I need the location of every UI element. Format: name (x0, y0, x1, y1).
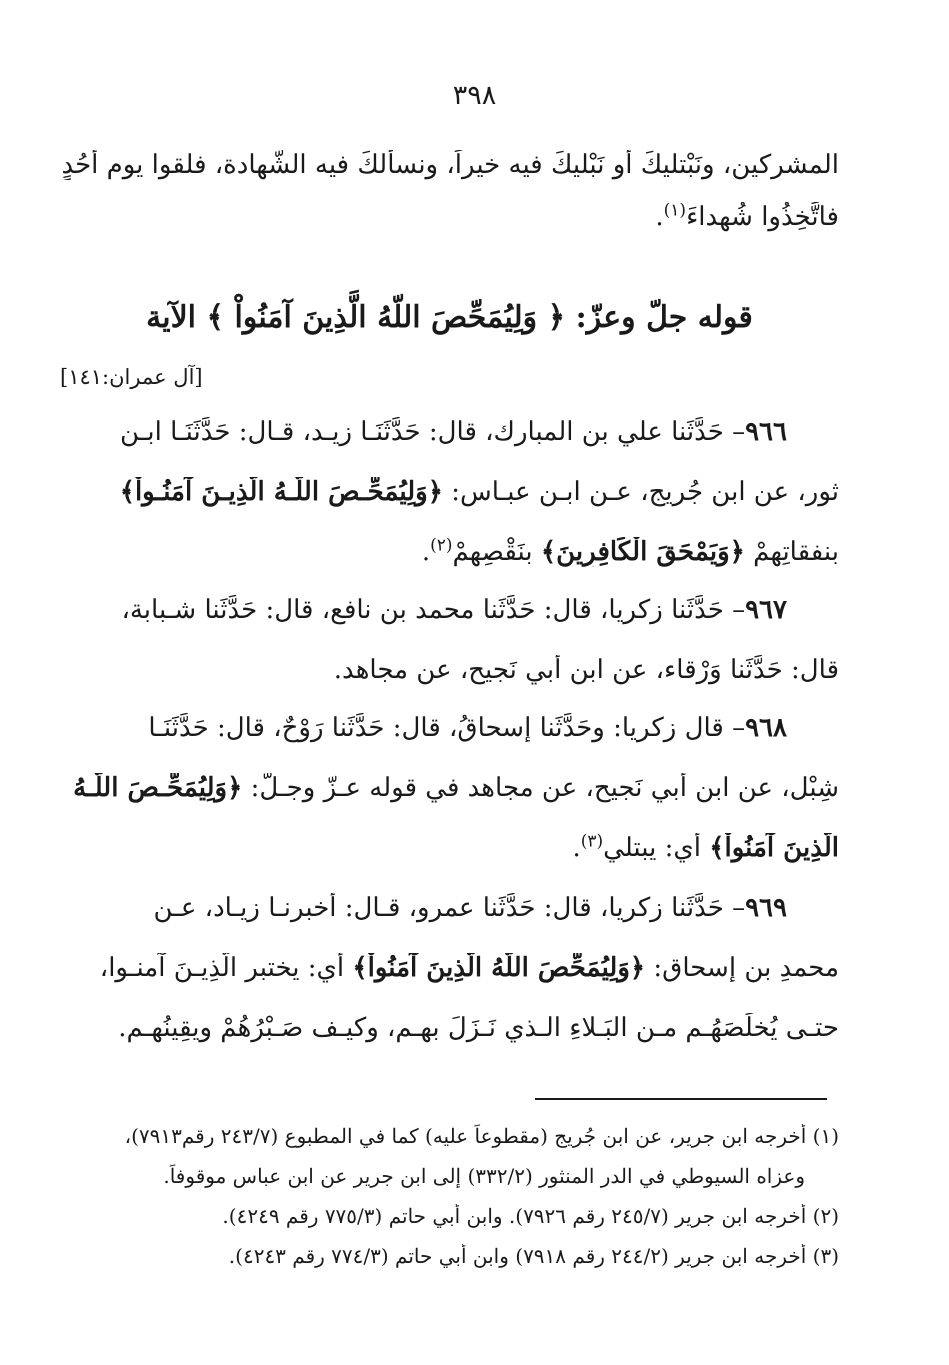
hadith-966 (60, 417, 839, 567)
hadith-969 (60, 893, 839, 1043)
hadith-number: ٩٦٦ (745, 417, 787, 447)
footnote-ref-2: (٢) (430, 537, 453, 556)
intro-line-2 (60, 202, 839, 232)
hadith-969-line-1 (60, 893, 839, 923)
footnotes (60, 1124, 839, 1268)
footnote-1-line-2: وعزاه السيوطي في الدر المنثور (٣٣٢/٢) إلى ابن جرير عن ابن عباس موقوفاً. (163, 1164, 805, 1188)
page-number: ٣٩٨ (452, 80, 497, 111)
quran-quote: ﴿وَلِيُمَحِّـصَ اللّـهُ الَّذِيـنَ آمَنُـواْ﴾ (119, 477, 443, 507)
footnote-separator (535, 1098, 827, 1100)
hadith-968-line-3-text: أي: يبتلي (603, 833, 710, 863)
hadith-968-line-3-end: . (572, 833, 581, 863)
hadith-969-line-2-text-b: أي: يختبر الَّذِيـنَ آمنـوا، (99, 953, 353, 983)
hadith-968 (60, 713, 839, 863)
intro-line-1: المشركين، ونَبْتليكَ أو نَبْليكَ فيه خيراً، ونسألكَ فيه الشَّهادة، فلقوا يوم أُحُدٍ (61, 150, 839, 180)
footnote-ref-3: (٣) (580, 833, 604, 852)
hadith-967-line-2: قال: حَدَّثَنا وَرْقاء، عن ابن أبي نَجيح، عن مجاهد. (333, 655, 839, 685)
hadith-967-line-1-text: – حَدَّثَنا زكريا، قال: حَدَّثَنا محمد بن نافع، قال: حَدَّثَنا شـبابة، (121, 595, 746, 625)
quran-quote: ﴿وَلِيُمَحِّـصَ اللّـهُ (73, 773, 243, 803)
intro-line-2-text: فاتَّخِذُوا شُهداءَ (686, 202, 839, 232)
quran-quote: ﴿وَلِيُمَحِّصَ اللّهُ الَّذِينَ آمَنُواْ﴾ (352, 953, 646, 983)
hadith-966-line-3-end: . (421, 537, 431, 567)
hadith-966-line-1 (60, 417, 839, 447)
intro-line-2-end: . (655, 202, 664, 232)
hadith-969-line-2 (60, 953, 839, 983)
intro-paragraph (60, 150, 839, 232)
hadith-968-line-2-text: شِبْل، عن ابنِ أبي نَجيح، عن مجاهد في قوله عـزّ وجـلّ: (242, 773, 839, 803)
hadith-967 (60, 595, 839, 685)
quran-quote: ﴿وَيَمْحَقَ الْكَافِرِينَ﴾ (540, 537, 745, 567)
hadith-968-line-1 (60, 713, 839, 743)
hadith-number: ٩٦٨ (745, 713, 787, 743)
hadith-966-line-3 (60, 537, 839, 567)
hadith-968-line-2 (60, 773, 839, 803)
hadith-966-line-1-text: – حَدَّثَنا علي بن المبارك، قال: حَدَّثَنَـا زيـد، قـال: حَدَّثَنَـا ابـن (119, 417, 746, 447)
section-heading: قوله جلّ وعزّ: ﴿ وَلِيُمَحِّصَ اللّهُ الَّذِينَ آمَنُواْ ﴾ الآية (146, 300, 753, 335)
footnote-3: (٣) أخرجه ابن جرير (٢٤٤/٢ رقم ٧٩١٨) وابن أبي حاتم (٧٧٤/٣ رقم ٤٢٤٣). (228, 1244, 839, 1268)
footnote-1-line-1: (١) أخرجه ابن جرير، عن ابن جُريج (مقطوعاً عليه) كما في المطبوع (٢٤٣/٧ رقم٧٩١٣)، (124, 1124, 839, 1148)
hadith-968-line-1-text: – قال زكريا: وحَدَّثَنا إسحاقُ، قال: حَدَّثَنا رَوْحٌ، قال: حَدَّثَنَـا (148, 713, 746, 743)
hadith-966-line-2 (60, 477, 839, 507)
hadith-966-line-3-text: بنفقاتِهِمْ (744, 537, 839, 567)
quran-quote: الَّذِينَ آمَنُواْ﴾ (709, 833, 839, 863)
hadith-number: ٩٦٩ (745, 893, 787, 923)
hadith-966-line-3-text-b: بنَقْصِهِمْ (452, 537, 541, 567)
footnote-ref-1: (١) (663, 202, 687, 221)
hadith-969-line-2-text: محمدِ بن إسحاق: (645, 953, 839, 983)
footnote-2: (٢) أخرجه ابن جرير (٢٤٥/٧ رقم ٧٩٢٦). وابن أبي حاتم (٧٧٥/٣ رقم ٤٢٤٩). (222, 1204, 839, 1228)
hadith-967-line-1 (60, 595, 839, 625)
hadith-966-line-2-text: ثور، عن ابن جُريج، عـن ابـنِ عبـاس: (442, 477, 839, 507)
hadith-968-line-3 (60, 833, 839, 863)
surah-reference: [آل عمران:١٤١] (60, 365, 203, 389)
hadith-969-line-3: حتـى يُخلِّصَهُـم مـن البَـلاءِ الـذي نَـزَلَ بهـم، وكيـف صَـبْرُهُمْ ويقِينُهـم. (118, 1013, 839, 1043)
hadith-number: ٩٦٧ (745, 595, 787, 625)
hadith-969-line-1-text: – حَدَّثَنا زكريا، قال: حَدَّثَنا عمرو، قـال: أخبرنـا زيـاد، عـن (153, 893, 746, 923)
